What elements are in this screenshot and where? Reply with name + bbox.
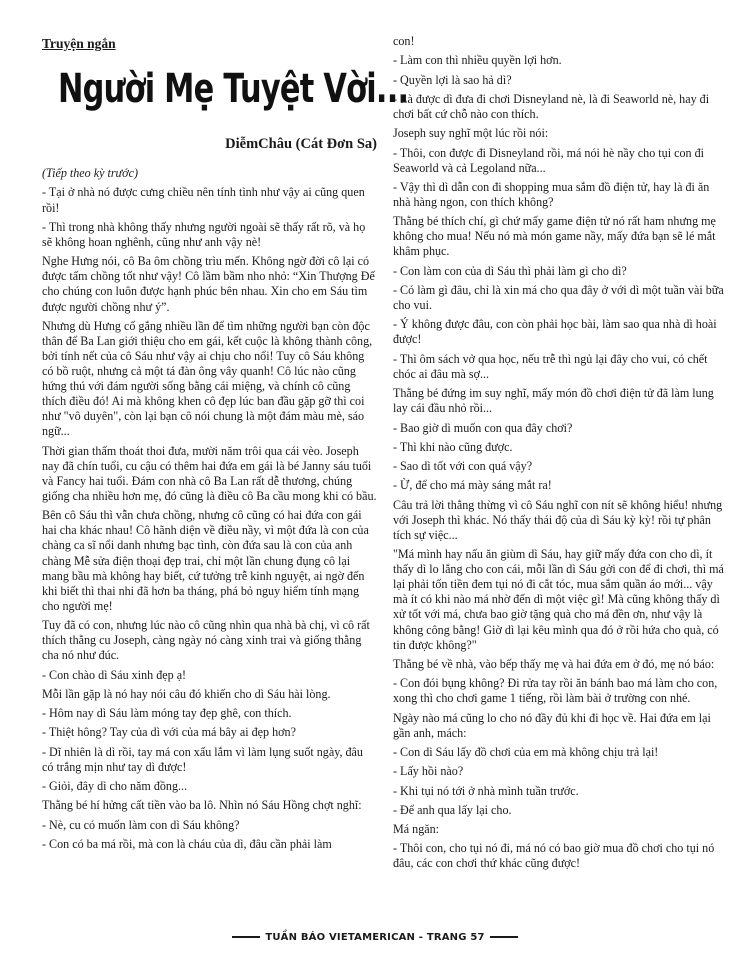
right-paragraph: - Làm con thì nhiều quyền lợi hơn. <box>393 53 562 68</box>
right-paragraph: - Là được dì đưa đi chơi Disneyland nè, là đi Seaworld nè, hay đi chơi bất cứ chỗ nào con thích. <box>393 91 710 121</box>
left-paragraph: - Hôm nay dì Sáu làm móng tay đẹp ghê, con thích. <box>42 706 292 721</box>
right-paragraph: Câu trả lời thẳng thừng vì cô Sáu nghĩ con nít sẽ không hiểu! nhưng với Joseph thì khác. Nó thấy thái độ của dì Sáu kỳ kỳ! rồi tự phân tích sự việc... <box>393 497 723 542</box>
right-paragraph: Ngày nào má cũng lo cho nó đầy đủ khi đi học về. Hai đứa em lại gần anh, mách: <box>393 710 711 740</box>
right-paragraph: - Ý không được đâu, con còn phải học bài, làm sao qua nhà dì hoài được! <box>393 317 717 347</box>
left-paragraph: - Thiệt hông? Tay của dì với của má bây ai đẹp hơn? <box>42 725 296 740</box>
right-paragraph: Thằng bé về nhà, vào bếp thấy mẹ và hai đứa em ở đó, mẹ nó báo: <box>393 656 715 671</box>
left-paragraph: Bên cô Sáu thì vẫn chưa chồng, nhưng cô cũng có hai đứa con gái hai cha khác nhau! Cô hãnh diện về điều nầy, vì một đứa là con của chàng ca sĩ nổi danh nhưng bạc tình, còn đứa sau là con của anh chàng Mễ sửa điện thoại đẹp trai, chỉ một lần chung đụng cô lại mang bầu mà không hay biết, cứ tưởng trễ kinh nguyệt, ai ngờ đến khi biết thì thai nhi đã hơn ba tháng, phá bỏ nguy hiểm tính mạng cho người mẹ! <box>42 508 369 613</box>
page-footer <box>0 932 750 943</box>
right-paragraph: - Bao giờ dì muốn con qua đây chơi? <box>393 420 573 435</box>
right-paragraph: - Quyền lợi là sao hả dì? <box>393 72 512 87</box>
right-paragraph: - Để anh qua lấy lại cho. <box>393 802 512 817</box>
left-paragraph: - Thì trong nhà không thấy nhưng người ngoài sẽ thấy rất rõ, và họ sẽ không hoan nghênh, cũng như anh vậy nè! <box>42 219 366 249</box>
right-paragraph: Joseph suy nghĩ một lúc rồi nói: <box>393 126 549 141</box>
right-paragraph: - Khi tụi nó tới ở nhà mình tuần trước. <box>393 783 579 798</box>
right-paragraph: Má ngăn: <box>393 822 440 837</box>
left-paragraph: - Dĩ nhiên là dì rồi, tay má con xấu lắm vì làm lụng suốt ngày, đâu có trắng mịn như tay dì được! <box>42 744 363 774</box>
right-paragraph: - Lấy hồi nào? <box>393 764 464 779</box>
author-byline: DiễmChâu (Cát Đơn Sa) <box>225 136 377 153</box>
right-paragraph: Thằng bé thích chí, gì chứ mấy game điện tử nó rất ham nhưng mẹ không cho mua! Nếu nó mà món game nầy, mấy đứa bạn sẽ lé mắt khâm phục. <box>393 214 716 259</box>
right-paragraph: - Có làm gì đâu, chỉ là xin má cho qua đây ở với dì một tuần vài bữa cho vui. <box>393 283 724 313</box>
left-paragraph: Thời gian thấm thoát thoi đưa, mười năm trôi qua cái vèo. Joseph nay đã chín tuổi, cu cậu có thêm hai đứa em gái là bé Janny sáu tuổi và Fancy hai tuổi. Đám con nhà cô Ba Lan rất dễ thương, chúng giống cha nhiều hơn mẹ, đó cũng là điều cô Ba cầu mong khi có bầu. <box>42 443 377 503</box>
left-paragraph: - Con chào dì Sáu xinh đẹp ạ! <box>42 667 187 682</box>
footer-text: TUẦN BÁO VIETAMERICAN - TRANG 57 <box>265 932 485 943</box>
left-paragraph: - Tại ở nhà nó được cưng chiều nên tính tình như vậy ai cũng quen rồi! <box>42 185 365 215</box>
right-paragraph: - Thôi, con được đi Disneyland rồi, má nói hè nầy cho tụi con đi Seaworld và cả Legoland nữa... <box>393 145 704 175</box>
section-label: Truyện ngắn <box>42 36 116 51</box>
left-paragraph: - Nè, cu có muốn làm con dì Sáu không? <box>42 817 240 832</box>
right-paragraph: - Vậy thì dì dẫn con đi shopping mua sắm đồ điện tử, hay là đi ăn nhà hàng ngon, con thích không? <box>393 179 710 209</box>
right-paragraph: - Sao dì tốt với con quá vậy? <box>393 459 533 474</box>
right-paragraph: - Con đói bụng không? Đi rửa tay rồi ăn bánh bao má làm cho con, xong thì cho chơi game 1 tiếng, rồi làm bài ở trường con nhé. <box>393 676 718 706</box>
article-title: Người Mẹ Tuyệt Vời... <box>58 66 409 113</box>
left-column <box>42 36 409 856</box>
right-paragraph: - Thì ôm sách vở qua học, nếu trễ thì ngủ lại đây cho vui, có chết chóc ai đâu mà sợ... <box>393 351 708 381</box>
footer-rule-left <box>232 936 260 938</box>
left-paragraph: - Con có ba má rồi, mà con là cháu của dì, đâu cần phải làm <box>42 836 332 851</box>
left-paragraph: - Giỏi, đây dì cho năm đồng... <box>42 779 188 794</box>
left-paragraph: Tuy đã có con, nhưng lúc nào cô cũng nhìn qua nhà bà chị, vì cô rất thích thằng cu Joseph, càng ngày nó càng xinh trai và giống thằng cha nó như đúc. <box>42 618 370 663</box>
left-paragraph: Nhưng dù Hưng cố gắng nhiều lần để tìm những người bạn còn độc thân để Ba Lan giới thiệu cho em gái, kết cuộc là không thành công, bởi tính nết của cô Sáu như vậy ai chịu cho nổi! Tuy cô Sáu không có bồ ruột, nhưng cả một tá đàn ông vây quanh! Cô lúc nào cũng hứng thú với đám người sống bằng cái miệng, và chính cô cũng thích điều đó! Ai mà không khen cô đẹp lúc ban đầu gặp gỡ thì coi như "vô duyên", còn lại bạn cô nói chung là một đám màu mè, sáo ngữ... <box>42 318 373 439</box>
left-paragraph: Mỗi lần gặp là nó hay nói câu đó khiến cho dì Sáu hài lòng. <box>42 686 331 701</box>
right-paragraph: "Má mình hay nấu ăn giùm dì Sáu, hay giữ mấy đứa con cho dì, ít thấy dì lo lắng cho con cái, mỗi lần dì Sáu gởi con để đi chơi, thì má lại phải tốn tiền đem tụi nó đi cắt tóc, mua sắm quần áo mới... vậy mà ít có khi nào má nhờ đến dì một việc gì! Mà cũng không thấy dì xử tốt với má, chưa bao giờ tặng quà cho má đền ơn, như vậy là không công bằng! Giờ dì lại kêu mình qua đó ở rồi hứa cho quà, có tin được không?" <box>393 547 724 652</box>
right-paragraph: - Ừ, để cho má mày sáng mắt ra! <box>393 478 552 493</box>
right-paragraph: - Con làm con của dì Sáu thì phải làm gì cho dì? <box>393 263 627 278</box>
right-paragraph: - Con dì Sáu lấy đồ chơi của em mà không chịu trả lại! <box>393 744 659 759</box>
footer-rule-right <box>490 936 518 938</box>
continuation-note: (Tiếp theo kỳ trước) <box>42 166 138 181</box>
right-paragraph: Thằng bé đứng im suy nghĩ, mấy món đồ chơi điện tử đã làm lung lay cái đầu nhỏ rồi... <box>393 386 714 416</box>
left-paragraph: Nghe Hưng nói, cô Ba ôm chồng trìu mến. Không ngờ đời cô lại có được tấm chồng tốt như vậy! Cô lầm bầm nho nhỏ: “Xin Thượng Đế cho chúng con luôn được hạnh phúc bên nhau. Xin cho em Sáu tìm được người chồng như ý”. <box>42 254 375 314</box>
left-paragraph: Thằng bé hí hửng cất tiền vào ba lô. Nhìn nó Sáu Hồng chợt nghĩ: <box>42 798 362 813</box>
right-column <box>393 34 725 876</box>
right-paragraph: - Thôi con, cho tụi nó đi, má nó có bao giờ mua đồ chơi cho tụi nó đâu, các con chơi thứ khác cũng được! <box>393 841 715 871</box>
right-paragraph: - Thì khi nào cũng được. <box>393 439 513 454</box>
right-paragraph: con! <box>393 34 415 48</box>
